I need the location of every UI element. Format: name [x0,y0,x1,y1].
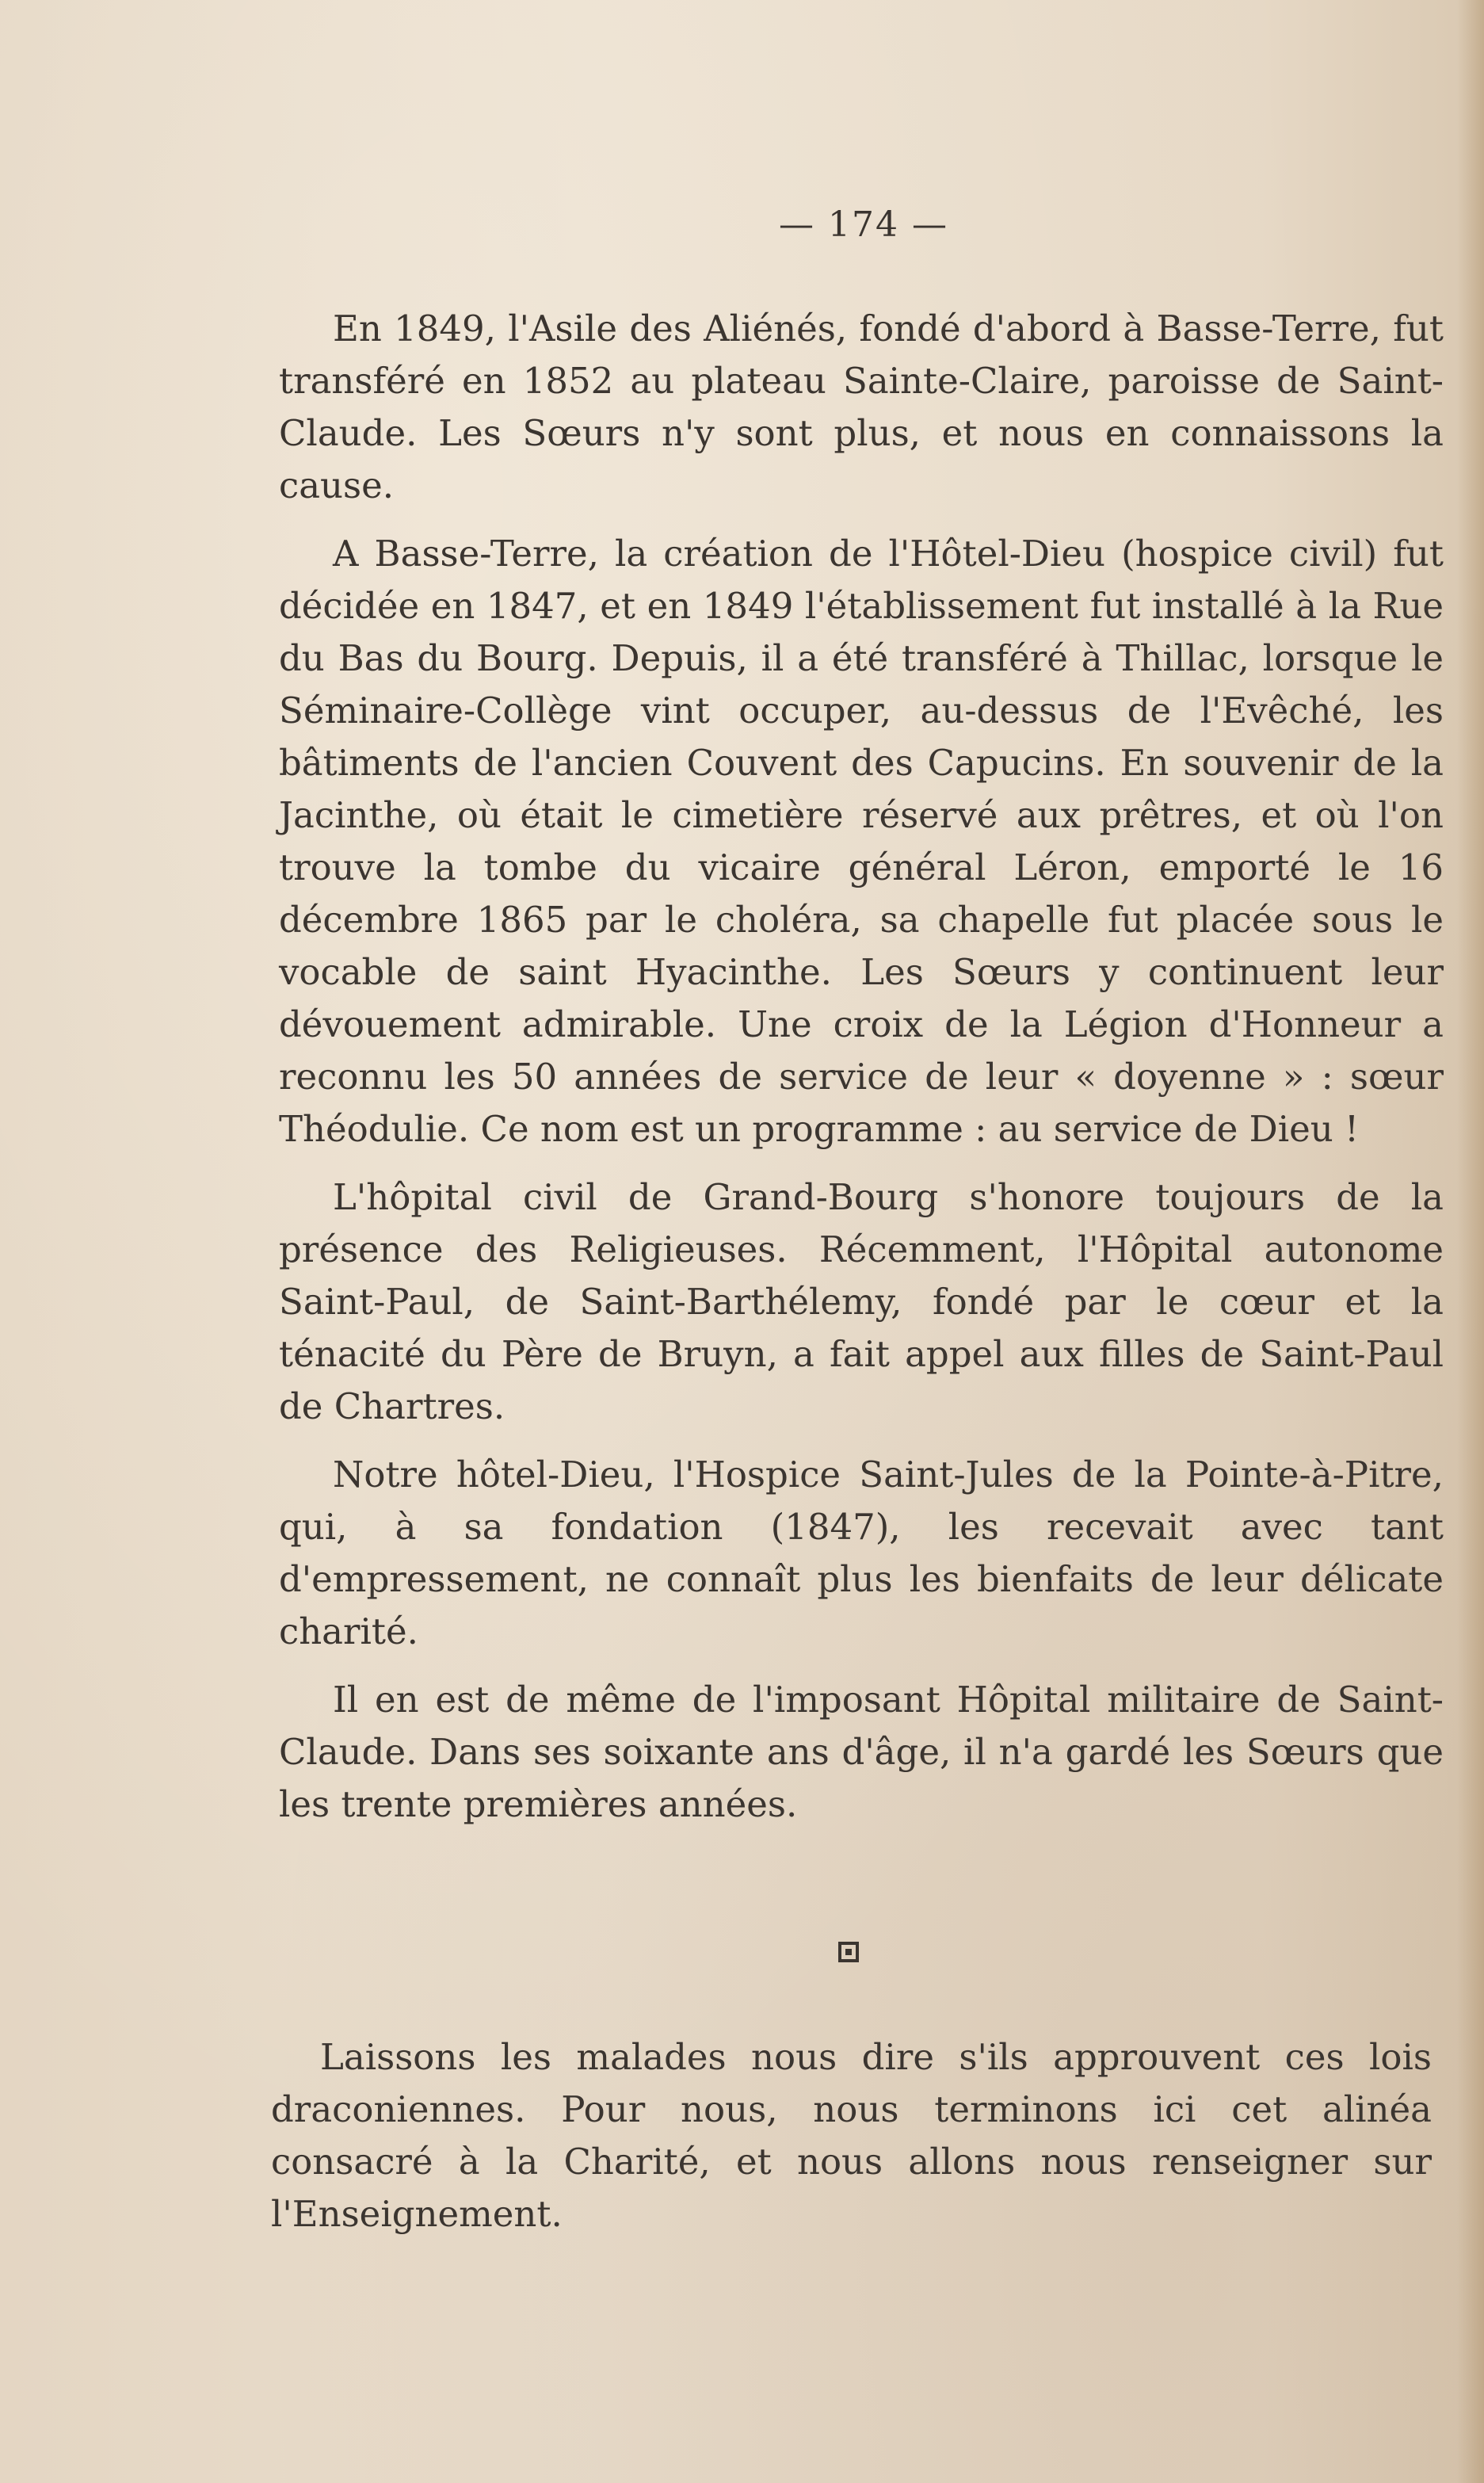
main-text [279,303,1444,1847]
paragraph-asile: En 1849, l'Asile des Aliénés, fondé d'abord à Basse-Terre, fut transféré en 1852 au plateau Sainte-Claire, paroisse de Saint-Claude. Les Sœurs n'y sont plus, et nous en connaissons la cause. [279,308,1444,506]
section-ornament-icon [838,1942,859,1962]
paragraph-hopital-militaire: Il en est de même de l'imposant Hôpital militaire de Saint-Claude. Dans ses soixante ans d'âge, il n'a gardé les Sœurs que les trente premières années. [279,1679,1444,1825]
closing-text [271,2031,1432,2240]
paragraph-closing: Laissons les malades nous dire s'ils approuvent ces lois draconiennes. Pour nous, nous terminons ici cet alinéa consacré à la Charité, et nous allons nous renseigner sur l'Enseignement. [271,2036,1432,2235]
paragraph-hotel-dieu: A Basse-Terre, la création de l'Hôtel-Dieu (hospice civil) fut décidée en 1847, et en 1849 l'établissement fut installé à la Rue du Bas du Bourg. Depuis, il a été transféré à Thillac, lorsque le Séminaire-Collège vint occuper, au-dessus de l'Evêché, les bâtiments de l'ancien Couvent des Capucins. En souvenir de la Jacinthe, où était le cimetière réservé aux prêtres, et où l'on trouve la tombe du vicaire général Léron, emporté le 16 décembre 1865 par le choléra, sa chapelle fut placée sous le vocable de saint Hyacinthe. Les Sœurs y continuent leur dévouement admirable. Une croix de la Légion d'Honneur a reconnu les 50 années de service de leur « doyenne » : sœur Théodulie. Ce nom est un programme : au service de Dieu ! [279,533,1444,1150]
page-edge-shadow [1457,0,1484,2483]
page-number: — 174 — [779,204,948,245]
paragraph-hospice-saint-jules: Notre hôtel-Dieu, l'Hospice Saint-Jules de la Pointe-à-Pitre, qui, à sa fondation (1847), les recevait avec tant d'empressement, ne connaît plus les bienfaits de leur délicate charité. [279,1454,1444,1652]
paragraph-grand-bourg: L'hôpital civil de Grand-Bourg s'honore toujours de la présence des Religieuses. Récemment, l'Hôpital autonome Saint-Paul, de Saint-Barthélemy, fondé par le cœur et la ténacité du Père de Bruyn, a fait appel aux filles de Saint-Paul de Chartres. [279,1176,1444,1427]
